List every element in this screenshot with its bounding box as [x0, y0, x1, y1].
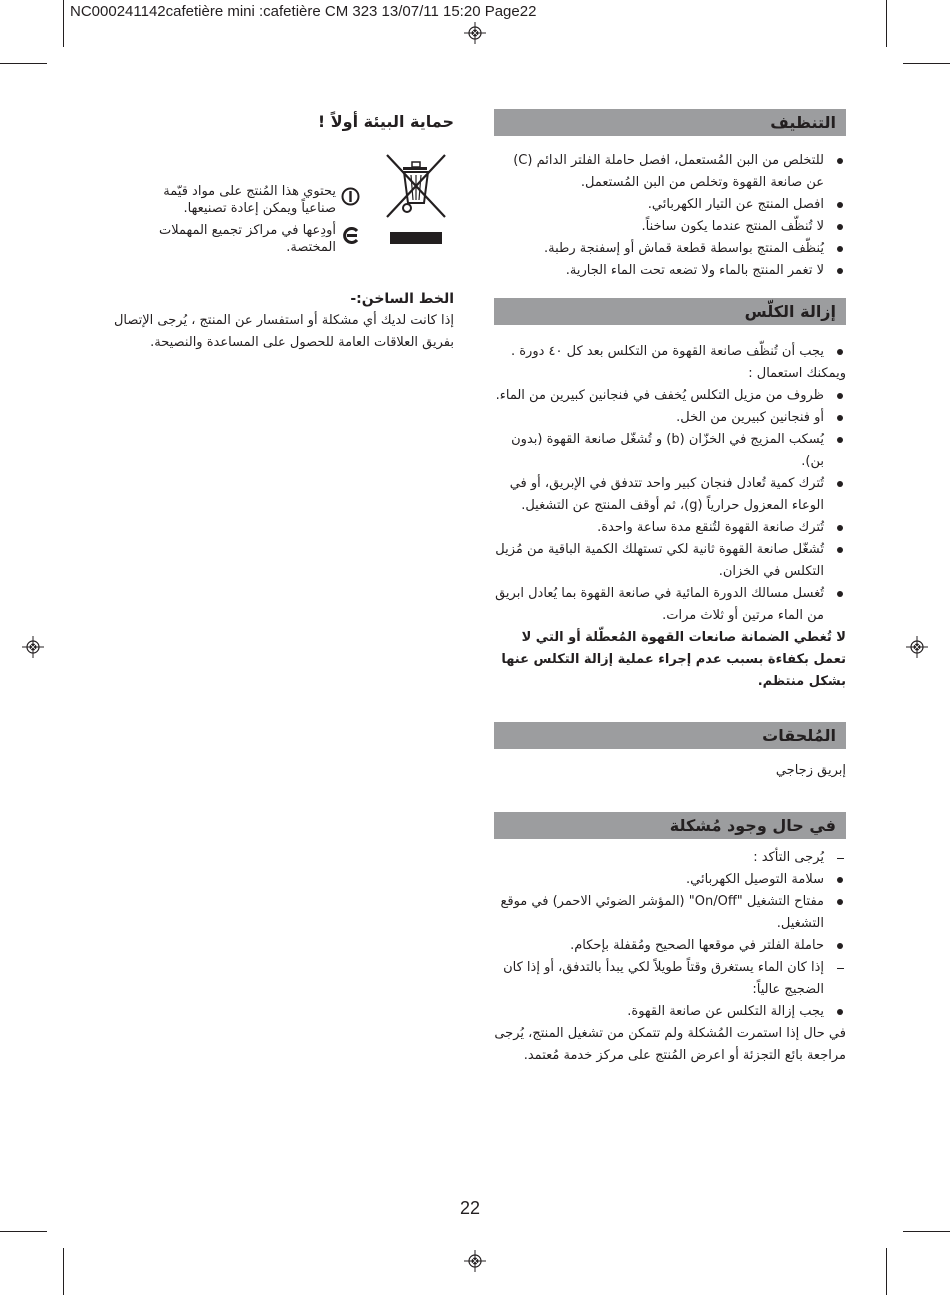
registration-mark-icon — [906, 636, 928, 658]
registration-mark-icon — [464, 22, 486, 44]
crop-mark — [903, 63, 950, 64]
cleaning-section — [494, 150, 846, 282]
crop-mark — [903, 1231, 950, 1232]
list-item: أو فنجانين كبيرين من الخل. — [494, 407, 846, 429]
troubleshooting-final: في حال إذا استمرت المُشكلة ولم تتمكن من تشغيل المنتج، يُرجى مراجعة بائع التجزئة أو اعرض المُنتج على مركز خدمة مُعتمد. — [494, 1026, 846, 1063]
list-item: لا تغمر المنتج بالماء ولا تضعه تحت الماء الجارية. — [494, 260, 846, 282]
hotline-text: إذا كانت لديك أي مشكلة أو استفسار عن المنتج ، يُرجى الإتصال بفريق العلاقات العامة للحصول على المساعدة والنصيحة. — [113, 313, 454, 350]
crop-mark — [0, 63, 47, 64]
registration-mark-icon — [22, 636, 44, 658]
list-item: يجب أن تُنظّف صانعة القهوة من التكلس بعد كل ٤٠ دورة . — [494, 341, 846, 363]
crop-mark — [63, 1248, 64, 1295]
list-item: تُغسل مسالك الدورة المائية في صانعة القهوة بما يُعادل ابريق من الماء مرتين أو ثلاث مرات. — [494, 583, 846, 627]
accessories-section — [494, 760, 846, 782]
list-item: سلامة التوصيل الكهربائي. — [494, 869, 846, 891]
descaling-section — [494, 341, 846, 693]
list-item: يُسكب المزيج في الخزّان (b) و تُشغّل صانعة القهوة (بدون بن). — [494, 429, 846, 473]
list-item: ظروف من مزيل التكلس يُخفف في فنجانين كبيرين من الماء. — [494, 385, 846, 407]
troubleshooting-section — [494, 847, 846, 1067]
list-item: لا تُنظّف المنتج عندما يكون ساخناً. — [494, 216, 846, 238]
descaling-intro-cont: ويمكنك استعمال : — [748, 366, 846, 381]
list-item: مفتاح التشغيل "On/Off" (المؤشر الضوئي الاحمر) في موقع التشغيل. — [494, 891, 846, 935]
list-item: تُترك كمية تُعادل فنجان كبير واحد تتدفق في الإبريق، أو في الوعاء المعزول حرارياً (g)، ثم أوقف المنتج عن التشغيل. — [494, 473, 846, 517]
warranty-note: لا تُغطي الضمانة صانعات القهوة المُعطّلة أو التي لا تعمل بكفاءة بسبب عدم إجراء عملية إزالة التكلس عنها بشكل منتظم. — [501, 630, 846, 689]
list-item: حاملة الفلتر في موقعها الصحيح ومُقفلة بإحكام. — [494, 935, 846, 957]
cleaning-title: التنظيف — [494, 109, 846, 136]
list-item: يُرجى التأكد : — [494, 847, 846, 869]
page-number: 22 — [459, 1198, 481, 1218]
troubleshooting-title: في حال وجود مُشكلة — [494, 812, 846, 839]
list-item: إذا كان الماء يستغرق وقتاً طويلاً لكي يبدأ بالتدفق، أو إذا كان الضجيج عالياً: — [494, 957, 846, 1001]
accessories-title: المُلحقات — [494, 722, 846, 749]
hotline-title: الخط الساخن:- — [350, 291, 454, 307]
list-item: تُترك صانعة القهوة لتُنقع مدة ساعة واحدة. — [494, 517, 846, 539]
list-item: يُنظّف المنتج بواسطة قطعة قماش أو إسفنجة رطبة. — [494, 238, 846, 260]
list-item: تُشغّل صانعة القهوة ثانية لكي تستهلك الكمية الباقية من مُزيل التكلس في الخزان. — [494, 539, 846, 583]
hotline-section — [100, 288, 454, 354]
crop-mark — [886, 1248, 887, 1295]
environment-title: حماية البيئة أولاً ! — [317, 112, 454, 131]
info-circle-icon — [341, 187, 360, 206]
print-header: NC000241142cafetière mini :cafetière CM 323 13/07/11 15:20 Page22 — [70, 3, 537, 20]
crop-mark — [63, 0, 64, 47]
bin-icon — [385, 153, 447, 219]
collection-text: أودِعها في مراكز تجميع المهملات المختصة. — [158, 223, 336, 255]
recyclable-text: يحتوي هذا المُنتج على مواد قيّمة صناعياً ويمكن إعادة تصنيعها. — [163, 184, 336, 216]
crop-mark — [886, 0, 887, 47]
registration-mark-icon — [464, 1250, 486, 1272]
list-item: يجب إزالة التكلس عن صانعة القهوة. — [494, 1001, 846, 1023]
separate-collection-bar — [390, 232, 442, 244]
recycle-e-icon — [341, 227, 360, 244]
descaling-title: إزالة الكلّس — [494, 298, 846, 325]
list-item: للتخلص من البن المُستعمل، افصل حاملة الفلتر الدائم (C) عن صانعة القهوة وتخلص من البن المُستعمل. — [494, 150, 846, 194]
list-item: افصل المنتج عن التيار الكهربائي. — [494, 194, 846, 216]
crop-mark — [0, 1231, 47, 1232]
accessories-text: إبريق زجاجي — [775, 763, 846, 778]
